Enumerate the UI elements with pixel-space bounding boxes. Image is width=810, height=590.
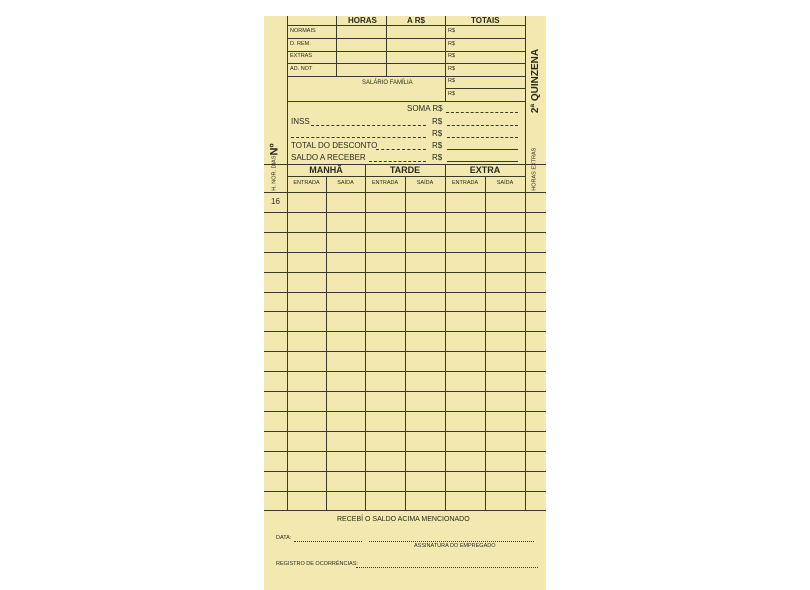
grid-col-line — [326, 176, 327, 510]
data-label: DATA: — [276, 535, 292, 541]
grid-row-line — [264, 311, 546, 312]
currency-6: R$ — [448, 91, 456, 97]
divider — [287, 101, 525, 102]
col-ars: A R$ — [407, 16, 425, 25]
registro-label: REGISTRO DE OCORRÊNCIAS: — [276, 561, 358, 567]
grid-row-line — [264, 451, 546, 452]
group-tarde: TARDE — [389, 165, 421, 175]
divider — [287, 38, 525, 39]
currency-1: R$ — [448, 28, 456, 34]
currency-2: R$ — [448, 41, 456, 47]
day-number: 16 — [271, 197, 280, 206]
grid-col-line — [405, 176, 406, 510]
grid-col-line — [485, 176, 486, 510]
divider — [287, 76, 525, 77]
grid-col-line — [287, 164, 288, 510]
divider — [445, 16, 446, 101]
entrada-label: ENTRADA — [371, 180, 399, 186]
grid-col-line — [525, 164, 526, 510]
entrada-label: ENTRADA — [293, 180, 320, 186]
timecard — [264, 16, 546, 590]
group-manha: MANHÃ — [309, 165, 343, 175]
divider — [386, 16, 387, 76]
soma-line — [446, 112, 518, 113]
grid-row-line — [264, 510, 546, 511]
saldo-line — [369, 161, 426, 162]
grid-row-line — [264, 272, 546, 273]
grid-row-line — [264, 232, 546, 233]
inss-line — [311, 125, 426, 126]
blank-value-line — [447, 137, 518, 138]
grid-row-line — [264, 431, 546, 432]
horas-extras-label: HORAS EXTRAS — [531, 147, 538, 191]
saida-label: SAÍDA — [416, 180, 434, 186]
col-horas: HORAS — [348, 16, 377, 25]
entrada-label: ENTRADA — [451, 180, 479, 186]
group-underline — [287, 176, 525, 177]
currency-3: R$ — [448, 53, 456, 59]
grid-row-line — [264, 371, 546, 372]
divider — [525, 16, 526, 164]
saida-label: SAÍDA — [496, 180, 514, 186]
side-label-hnor: H. NOR. DIAS — [271, 155, 278, 191]
grid-row-line — [264, 292, 546, 293]
grid-row-line — [264, 212, 546, 213]
total-value-line — [447, 149, 518, 150]
grid-col-line — [445, 164, 446, 510]
group-extra: EXTRA — [469, 165, 501, 175]
blank-line — [291, 137, 426, 138]
saldo-value-line — [447, 161, 518, 162]
grid-row-line — [264, 491, 546, 492]
received-text: RECEBÍ O SALDO ACIMA MENCIONADO — [337, 516, 470, 523]
grid-row-line — [264, 471, 546, 472]
col-totais: TOTAIS — [471, 16, 500, 25]
grid-row-line — [264, 411, 546, 412]
quinzena-label: 2ª QUINZENA — [530, 48, 541, 114]
row-adnot: AD. NOT — [290, 66, 313, 72]
saldo-currency: R$ — [432, 153, 443, 162]
soma-label: SOMA R$ — [407, 104, 443, 113]
blank-currency: R$ — [432, 129, 443, 138]
signature-line[interactable] — [369, 541, 534, 542]
total-desconto-line — [376, 149, 426, 150]
salario-familia: SALÁRIO FAMÍLIA — [362, 80, 413, 86]
inss-value-line — [447, 125, 518, 126]
grid-row-line — [264, 252, 546, 253]
grid-col-line — [365, 164, 366, 510]
currency-4: R$ — [448, 66, 456, 72]
total-currency: R$ — [432, 141, 443, 150]
assinatura-label: ASSINATURA DO EMPREGADO — [414, 543, 496, 549]
saldo-label: SALDO A RECEBER — [291, 153, 366, 162]
numero-label: Nº — [268, 143, 281, 156]
divider — [287, 25, 525, 26]
divider — [287, 51, 525, 52]
grid-row-line — [264, 351, 546, 352]
row-extras: EXTRAS — [290, 53, 313, 59]
currency-5: R$ — [448, 78, 456, 84]
divider — [336, 16, 337, 76]
row-drem: D. REM. — [290, 41, 311, 47]
divider — [445, 88, 525, 89]
total-desconto-label: TOTAL DO DESCONTO — [291, 141, 378, 150]
inss-label: INSS — [291, 117, 310, 126]
divider — [287, 63, 525, 64]
row-normais: NORMAIS — [290, 28, 316, 34]
date-field[interactable] — [294, 541, 362, 542]
grid-row-line — [264, 331, 546, 332]
inss-currency: R$ — [432, 117, 443, 126]
registro-line[interactable] — [356, 567, 538, 568]
saida-label: SAÍDA — [337, 180, 354, 186]
grid-row-line — [264, 391, 546, 392]
